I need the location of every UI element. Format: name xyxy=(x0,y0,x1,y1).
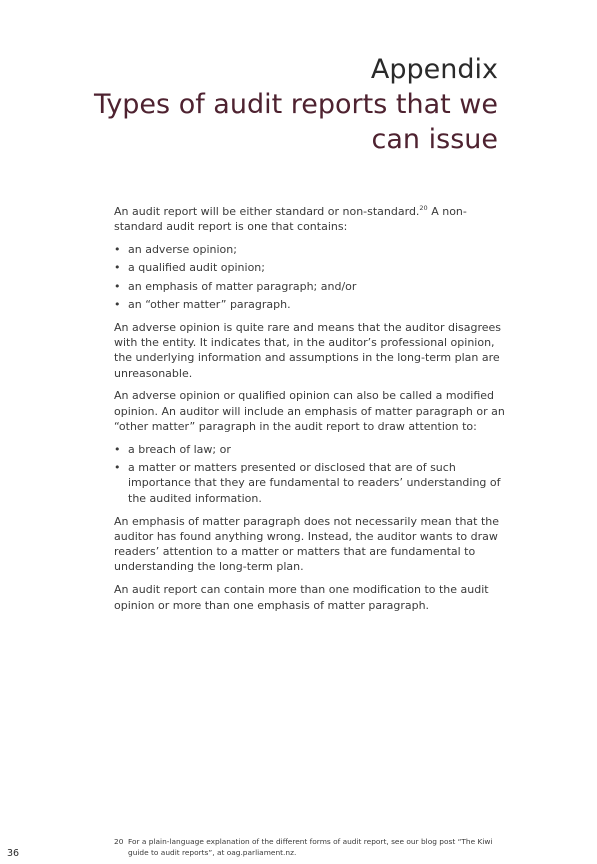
intro-text-cont: A non-standard audit report is one that contains: xyxy=(114,205,467,234)
adverse-opinion-paragraph: An adverse opinion is quite rare and means that the auditor disagrees with the entity. It indicates that, in the auditor’s professional opinion, the underlying information and assumptions in the long-term plan are unreasonable. xyxy=(114,320,502,380)
body-text xyxy=(114,204,506,620)
list-item xyxy=(114,442,506,457)
attention-list xyxy=(114,442,506,506)
list-item xyxy=(114,260,506,275)
opinion-types-list xyxy=(114,242,506,312)
list-item-text: an “other matter” paragraph. xyxy=(128,297,291,311)
bullet-icon: • xyxy=(114,297,121,311)
emphasis-paragraph: An emphasis of matter paragraph does not necessarily mean that the auditor has found anything wrong. Instead, the auditor wants to draw readers’ attention to a matter or matters that are fundamental to understanding the long-term plan. xyxy=(114,514,500,574)
footnote-number: 20 xyxy=(114,837,124,846)
list-item-text: an adverse opinion; xyxy=(128,243,237,257)
page-title xyxy=(78,52,498,157)
footnote-text: For a plain-language explanation of the different forms of audit report, see our blog post “The Kiwi guide to audit reports”, at oag.parliament.nz. xyxy=(128,837,493,857)
bullet-icon: • xyxy=(114,243,121,257)
title-appendix: Appendix xyxy=(370,54,498,85)
list-item xyxy=(114,460,506,506)
multiple-modifications-paragraph: An audit report can contain more than one modification to the audit opinion or more than one emphasis of matter paragraph. xyxy=(114,583,489,612)
bullet-icon: • xyxy=(114,261,121,275)
title-subtitle-line-2: can issue xyxy=(371,124,498,155)
modified-opinion-paragraph: An adverse opinion or qualified opinion can also be called a modified opinion. An auditor will include an emphasis of matter paragraph or an “other matter” paragraph in the audit report to draw attention to: xyxy=(114,389,505,434)
bullet-icon: • xyxy=(114,461,121,475)
bullet-icon: • xyxy=(114,279,121,293)
title-subtitle-line-1: Types of audit reports that we xyxy=(94,89,498,120)
footnote xyxy=(114,837,509,858)
bullet-icon: • xyxy=(114,442,121,456)
intro-paragraph xyxy=(114,204,506,235)
list-item-text: a breach of law; or xyxy=(128,442,231,456)
list-item xyxy=(114,297,506,312)
page-number: 36 xyxy=(7,848,20,859)
list-item-text: a qualified audit opinion; xyxy=(128,261,265,275)
list-item xyxy=(114,279,506,294)
footnote-reference[interactable]: 20 xyxy=(419,204,428,212)
list-item-text: a matter or matters presented or disclosed that are of such importance that they are fundamental to readers’ understanding of the audited information. xyxy=(128,461,501,505)
intro-text: An audit report will be either standard or non-standard. xyxy=(114,205,420,218)
list-item xyxy=(114,242,506,257)
list-item-text: an emphasis of matter paragraph; and/or xyxy=(128,279,357,293)
